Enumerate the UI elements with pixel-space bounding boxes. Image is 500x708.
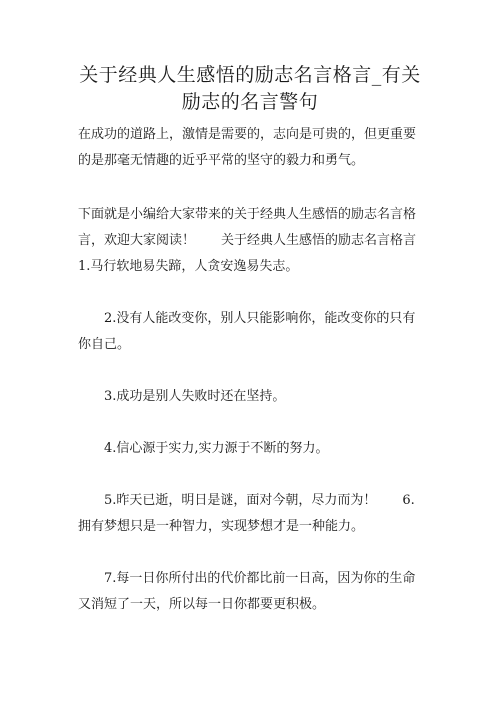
spacer [78,540,422,566]
quote-item-7: 7.每一日你所付出的代价都比前一日高，因为你的生命又消短了一天，所以每一日你都要更积极。 [78,571,416,612]
quote-item-2: 2.没有人能改变你，别人只能影响你，能改变你的只有你自己。 [78,311,416,352]
spacer [78,358,422,384]
spacer [78,410,422,436]
quote-item-4: 4.信心源于实力,实力源于不断的努力。 [104,441,329,456]
spacer [78,462,422,488]
spacer [78,280,422,306]
quote-item-5-6: 5.昨天已逝，明日是谜，面对今朝，尽力而为！ 6.拥有梦想只是一种智力，实现梦想才是一种能力。 [78,493,415,534]
spacer [78,174,422,202]
document-title: 关于经典人生感悟的励志名言格言_有关励志的名言警句 [79,64,421,113]
intro-paragraph: 在成功的道路上，激情是需要的，志向是可贵的，但更重要的是那毫无情趣的近乎平常的坚守的毅力和勇气。 [78,127,417,168]
quote-item-3: 3.成功是别人失败时还在坚持。 [104,389,286,404]
lead-paragraph: 下面就是小编给大家带来的关于经典人生感悟的励志名言格言，欢迎大家阅读！ 关于经典人生感悟的励志名言格言 1.马行软地易失蹄，人贪安逸易失志。 [78,207,443,274]
